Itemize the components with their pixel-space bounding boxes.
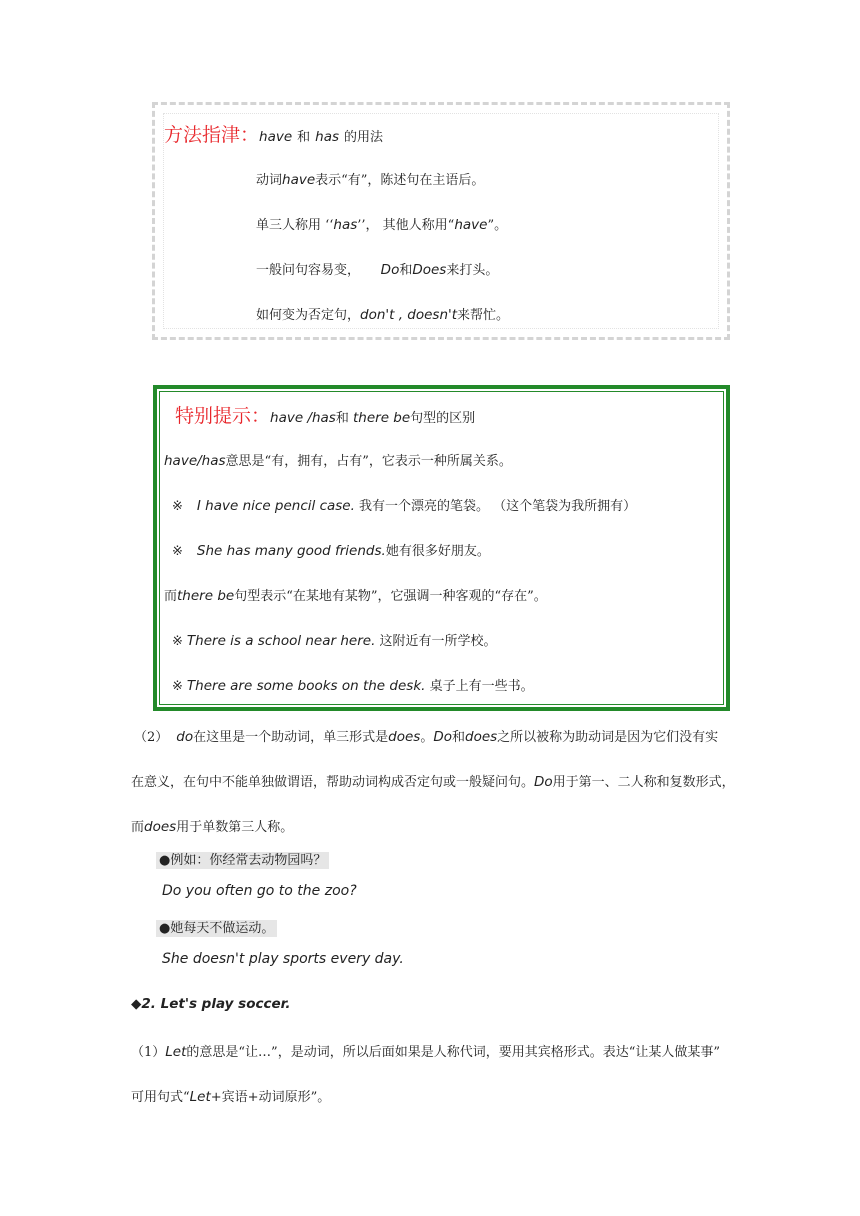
method-line-4 (256, 304, 509, 323)
reference-mark: ※ (172, 679, 183, 694)
method-guide-title: 方法指津： (164, 124, 260, 146)
word-has: has (315, 129, 340, 145)
text-en: There is a school near here. (186, 633, 376, 649)
text: 句型表示“在某地有某物”，它强调一种客观的“存在”。 (234, 589, 547, 604)
text-en: do (176, 729, 194, 745)
text-en: Do (380, 262, 400, 278)
tip-line-have-has (164, 450, 512, 469)
example-1-english: Do you often go to the zoo? (162, 883, 357, 899)
text: 我有一个漂亮的笔袋。 （这个笔袋为我所拥有） (354, 499, 637, 514)
para2-line-1 (134, 726, 718, 745)
tip-example-3 (172, 630, 497, 649)
text: 用于第一、二人称和复数形式， (552, 775, 735, 790)
text-en: Do (433, 729, 452, 745)
text: 表示“有”，陈述句在主语后。 (315, 173, 485, 188)
para2-line-3 (131, 816, 293, 835)
text-en: She has many good friends. (196, 543, 386, 559)
word-difference: 句型的区别 (410, 411, 476, 426)
word-there-be: there be (352, 410, 411, 426)
method-line-2 (256, 214, 507, 233)
word-have-has: have /has (270, 410, 336, 426)
special-tip-heading (175, 401, 475, 428)
text: 动词 (256, 173, 283, 188)
text-en: don't , doesn't (360, 307, 458, 323)
word-and: 和 (297, 130, 311, 145)
text: 这附近有一所学校。 (375, 634, 497, 649)
tip-example-4 (172, 675, 534, 694)
text: （1） (131, 1045, 166, 1060)
text-en: have (282, 172, 316, 188)
text: 如何变为否定句， (256, 308, 361, 323)
text-en: does (388, 729, 421, 745)
special-tip-title: 特别提示： (175, 405, 271, 427)
reference-mark: ※ (172, 544, 183, 559)
example-2-english: She doesn't play sports every day. (162, 951, 404, 967)
text-en: Let (189, 1089, 211, 1105)
text-en: has (333, 217, 358, 233)
text: ”。 (487, 218, 508, 233)
text: 用于单数第三人称。 (176, 820, 294, 835)
tip-example-1 (172, 495, 636, 514)
text: 在这里是一个助动词，单三形式是 (193, 730, 389, 745)
text-en: Does (412, 262, 447, 278)
text: 可用句式“ (131, 1090, 190, 1105)
text: 意思是“有，拥有，占有”，它表示一种所属关系。 (225, 454, 512, 469)
tip-line-there-be (164, 585, 547, 604)
method-guide-heading (164, 120, 383, 147)
text: 。 (420, 730, 434, 745)
reference-mark: ※ (172, 634, 183, 649)
text: +宾语+动词原形”。 (210, 1090, 331, 1105)
text-en: I have nice pencil case. (196, 498, 355, 514)
text: 她有很多好朋友。 (385, 544, 490, 559)
text-en: does (465, 729, 498, 745)
word-and: 和 (335, 411, 353, 426)
text: 桌子上有一些书。 (425, 679, 534, 694)
text: 的意思是“让…”，是动词，所以后面如果是人称代词，要用其宾格形式。表达“让某人做某事” (186, 1045, 720, 1060)
tip-example-2 (172, 540, 490, 559)
example-2-label (156, 917, 277, 936)
section2-line-1 (131, 1041, 720, 1060)
section-2-heading: ◆2. Let's play soccer. (131, 996, 291, 1012)
section2-line-2 (131, 1086, 330, 1105)
text: 来帮忙。 (457, 308, 510, 323)
text-en: does (144, 819, 177, 835)
text: 一般问句容易变， (256, 263, 381, 278)
word-usage: 的用法 (344, 130, 384, 145)
highlighted-text: ●例如：你经常去动物园吗？ (156, 852, 329, 869)
method-line-1 (256, 169, 484, 188)
text-en: Let (165, 1044, 187, 1060)
text-en: have (454, 217, 488, 233)
text: 和 (399, 263, 413, 278)
highlighted-text: ●她每天不做运动。 (156, 920, 277, 937)
reference-mark: ※ (172, 499, 183, 514)
text-en: have/has (164, 453, 226, 469)
text: 和 (451, 730, 465, 745)
text: 在意义，在句中不能单独做谓语，帮助动词构成否定句或一般疑问句。 (131, 775, 535, 790)
para2-line-2 (131, 771, 735, 790)
text: ’’， 其他人称用“ (357, 218, 455, 233)
text-en: There are some books on the desk. (186, 678, 426, 694)
text: 之所以被称为助动词是因为它们没有实 (497, 730, 719, 745)
text: 而 (164, 589, 178, 604)
text-en: there be (177, 588, 235, 604)
text-en: Do (534, 774, 553, 790)
text: （2） (134, 730, 169, 745)
text: 而 (131, 820, 145, 835)
word-have: have (259, 129, 293, 145)
method-line-3 (256, 259, 498, 278)
text: 来打头。 (446, 263, 499, 278)
example-1-label (156, 849, 329, 868)
text: 单三人称用 ‘‘ (256, 218, 334, 233)
